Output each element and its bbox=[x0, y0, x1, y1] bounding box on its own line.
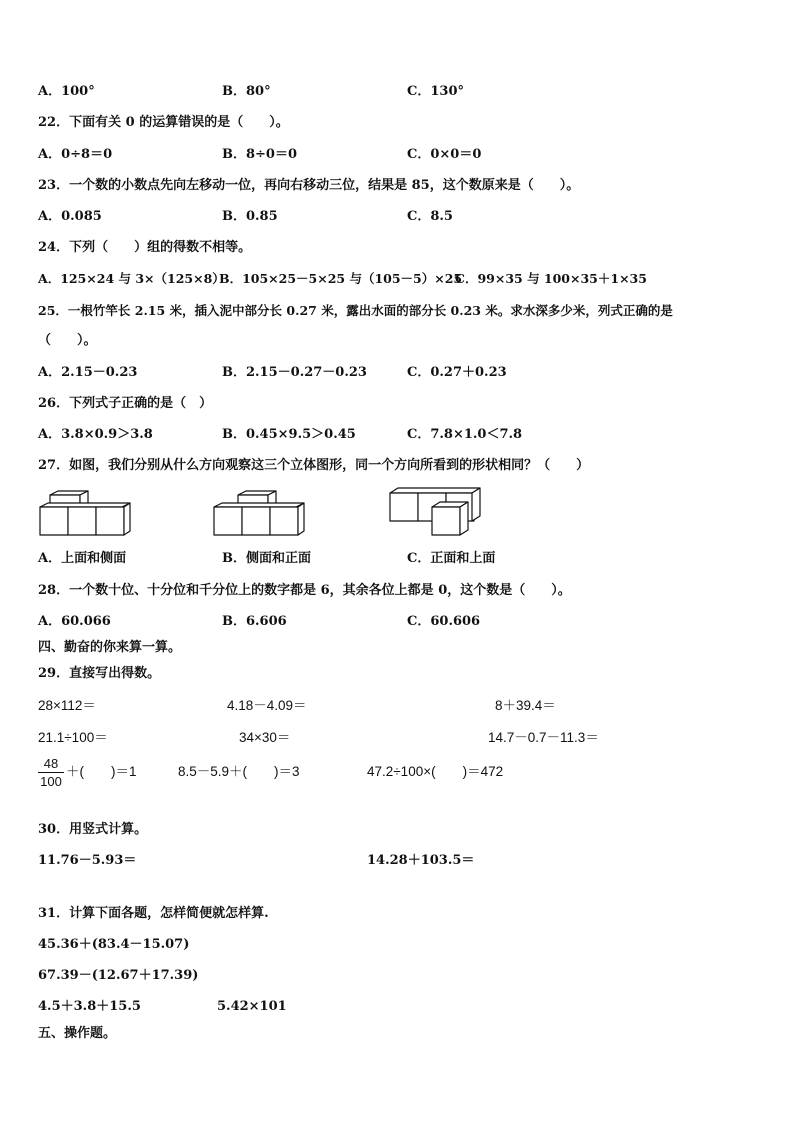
q29-r3-item-3: 47.2÷100×( )＝472 bbox=[367, 764, 504, 779]
q31-stem: 31．计算下面各题，怎样简便就怎样算. bbox=[38, 906, 269, 921]
q27-option-c: C．正面和上面 bbox=[407, 551, 496, 566]
q23-stem: 23．一个数的小数点先向左移动一位，再向右移动三位，结果是 85，这个数原来是（ ）。 bbox=[38, 178, 580, 193]
q26-option-b: B．0.45×9.5＞0.45 bbox=[222, 427, 356, 442]
q29-r2-item-1: 21.1÷100＝ bbox=[38, 730, 108, 745]
section-5-heading: 五、操作题。 bbox=[38, 1026, 117, 1041]
fraction-denominator: 100 bbox=[40, 774, 62, 789]
q27-option-a: A．上面和侧面 bbox=[38, 551, 127, 566]
q24-option-a: A．125×24 与 3×（125×8） bbox=[38, 271, 225, 286]
q30-expr-2: 14.28＋103.5＝ bbox=[367, 853, 475, 868]
q22-option-a: A．0÷8＝0 bbox=[38, 147, 113, 162]
q31-expr-1: 45.36＋(83.4－15.07) bbox=[38, 937, 190, 952]
fraction-numerator: 48 bbox=[43, 756, 59, 771]
q27-option-b: B．侧面和正面 bbox=[222, 551, 311, 566]
q21-option-b: B．80° bbox=[222, 84, 271, 99]
q30-expr-1: 11.76－5.93＝ bbox=[38, 853, 137, 868]
q28-option-c: C．60.606 bbox=[407, 614, 481, 629]
q22-stem: 22．下面有关 0 的运算错误的是（ ）。 bbox=[38, 115, 289, 130]
q29-r2-item-3: 14.7－0.7－11.3＝ bbox=[488, 730, 599, 745]
q31-expr-2: 67.39－(12.67＋17.39) bbox=[38, 968, 199, 983]
q29-r1-item-2: 4.18－4.09＝ bbox=[227, 698, 307, 713]
q29-stem: 29．直接写出得数。 bbox=[38, 666, 161, 681]
q28-stem: 28．一个数十位、十分位和千分位上的数字都是 6，其余各位上都是 0，这个数是（ ）。 bbox=[38, 583, 571, 598]
solid-figure-3 bbox=[386, 485, 486, 540]
q24-option-b: B．105×25－5×25 与（105－5）×25 bbox=[219, 271, 463, 286]
q28-option-b: B．6.606 bbox=[222, 614, 287, 629]
q25-stem-line1: 25．一根竹竿长 2.15 米，插入泥中部分长 0.27 米，露出水面的部分长 0.23 米。求水深多少米，列式正确的是 bbox=[38, 303, 673, 318]
q30-stem: 30．用竖式计算。 bbox=[38, 822, 148, 837]
q26-option-a: A．3.8×0.9＞3.8 bbox=[38, 427, 153, 442]
q21-option-a: A．100° bbox=[38, 84, 95, 99]
q29-fraction bbox=[38, 756, 64, 789]
solid-figure-1 bbox=[36, 488, 136, 540]
q25-stem-line2: （ ）。 bbox=[38, 333, 97, 348]
q25-option-a: A．2.15－0.23 bbox=[38, 365, 138, 380]
q31-expr-4: 5.42×101 bbox=[217, 999, 287, 1014]
q29-r1-item-1: 28×112＝ bbox=[38, 698, 96, 713]
q26-stem: 26．下列式子正确的是（ ） bbox=[38, 396, 213, 411]
q27-stem: 27．如图，我们分别从什么方向观察这三个立体图形，同一个方向所看到的形状相同？（ ） bbox=[38, 458, 590, 473]
q25-option-c: C．0.27＋0.23 bbox=[407, 365, 507, 380]
q26-option-c: C．7.8×1.0＜7.8 bbox=[407, 427, 523, 442]
fraction-bar bbox=[38, 772, 64, 773]
q25-option-b: B．2.15－0.27－0.23 bbox=[222, 365, 367, 380]
q29-r3-item-1: ＋( )＝1 bbox=[66, 764, 137, 779]
q31-expr-3: 4.5＋3.8＋15.5 bbox=[38, 999, 141, 1014]
q22-option-b: B．8÷0＝0 bbox=[222, 147, 298, 162]
q24-stem: 24．下列（ ）组的得数不相等。 bbox=[38, 240, 252, 255]
section-4-heading: 四、勤奋的你来算一算。 bbox=[38, 640, 182, 655]
q22-option-c: C．0×0＝0 bbox=[407, 147, 482, 162]
q23-option-b: B．0.85 bbox=[222, 209, 278, 224]
solid-figure-2 bbox=[210, 488, 310, 540]
q29-r2-item-2: 34×30＝ bbox=[239, 730, 291, 745]
q21-option-c: C．130° bbox=[407, 84, 464, 99]
q29-r3-item-2: 8.5－5.9＋( )＝3 bbox=[178, 764, 300, 779]
q23-option-c: C．8.5 bbox=[407, 209, 453, 224]
q24-option-c: C．99×35 与 100×35＋1×35 bbox=[455, 271, 647, 286]
q29-r1-item-3: 8＋39.4＝ bbox=[495, 698, 556, 713]
q28-option-a: A．60.066 bbox=[38, 614, 111, 629]
q23-option-a: A．0.085 bbox=[38, 209, 102, 224]
